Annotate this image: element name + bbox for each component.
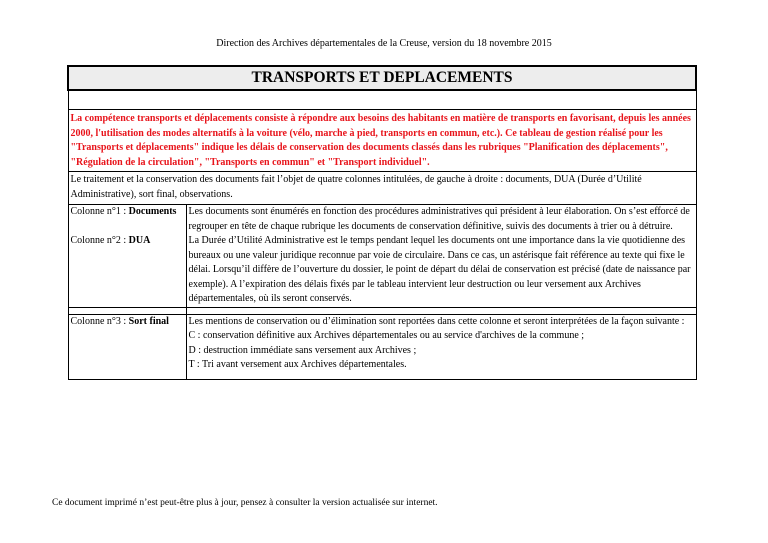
empty-row xyxy=(68,90,696,110)
gap-cell xyxy=(186,307,696,314)
sort-final-intro: Les mentions de conservation ou d’élimination sont reportées dans cette colonne et seront interprétées de la façon suivante : xyxy=(188,315,685,327)
page-header: Direction des Archives départementales de la Creuse, version du 18 novembre 2015 xyxy=(216,38,552,49)
sort-final-t: T : Tri avant versement aux Archives départementales. xyxy=(188,359,407,370)
column2-description: La Durée d’Utilité Administrative est le temps pendant lequel les documents ont une importance dans la vie quotidienne des bureaux ou une valeur juridique reconnue par voie de circulaire. Dans ce cas, un astérisque fait référence au texte qui fixe le délai. Lorsqu’il diffère de l’ouverture du dossier, le point de départ du délai de conservation est précisé (date de naissance par exemple). A l’expiration des délais fixés par le tableau intervient leur destruction ou leur versement aux Archives départementales, où ils seront conservés. xyxy=(186,234,696,307)
column1-label: Colonne n°1 : Documents xyxy=(68,205,186,235)
gap-cell xyxy=(68,307,186,314)
table-title: TRANSPORTS ET DEPLACEMENTS xyxy=(68,66,696,90)
page-footer: Ce document imprimé n’est peut-être plus à jour, pensez à consulter la version actualisée sur internet. xyxy=(52,498,438,508)
column2-label: Colonne n°2 : DUA xyxy=(68,234,186,307)
intro-red-text: La compétence transports et déplacements consiste à répondre aux besoins des habitants en matière de transports en favorisant, depuis les années 2000, l'utilisation des modes alternatifs à la voiture (vélo, marche à pied, transports en commun, etc.). Ce tableau de gestion réalisé pour les "Transports et déplacements" indique les délais de conservation des documents classés dans les rubriques "Planification des déplacements", "Régulation de la circulation", "Transports en commun" et "Transport individuel". xyxy=(68,110,696,172)
column3-label: Colonne n°3 : Sort final xyxy=(68,314,186,379)
sort-final-c: C : conservation définitive aux Archives départementales ou au service d'archives de la commune ; xyxy=(188,330,585,341)
intro-columns-text: Le traitement et la conservation des documents fait l’objet de quatre colonnes intitulées, de gauche à droite : documents, DUA (Durée d’Utilité Administrative), sort final, observations. xyxy=(68,172,696,205)
management-table xyxy=(67,65,697,380)
sort-final-d: D : destruction immédiate sans versement aux Archives ; xyxy=(188,344,417,356)
column1-description: Les documents sont énumérés en fonction des procédures administratives qui président à leur élaboration. On s’est efforcé de regrouper en tête de chaque rubrique les documents de conservation définitive, suivis des documents à trier ou à détruire. xyxy=(186,205,696,235)
column3-description xyxy=(186,314,696,379)
